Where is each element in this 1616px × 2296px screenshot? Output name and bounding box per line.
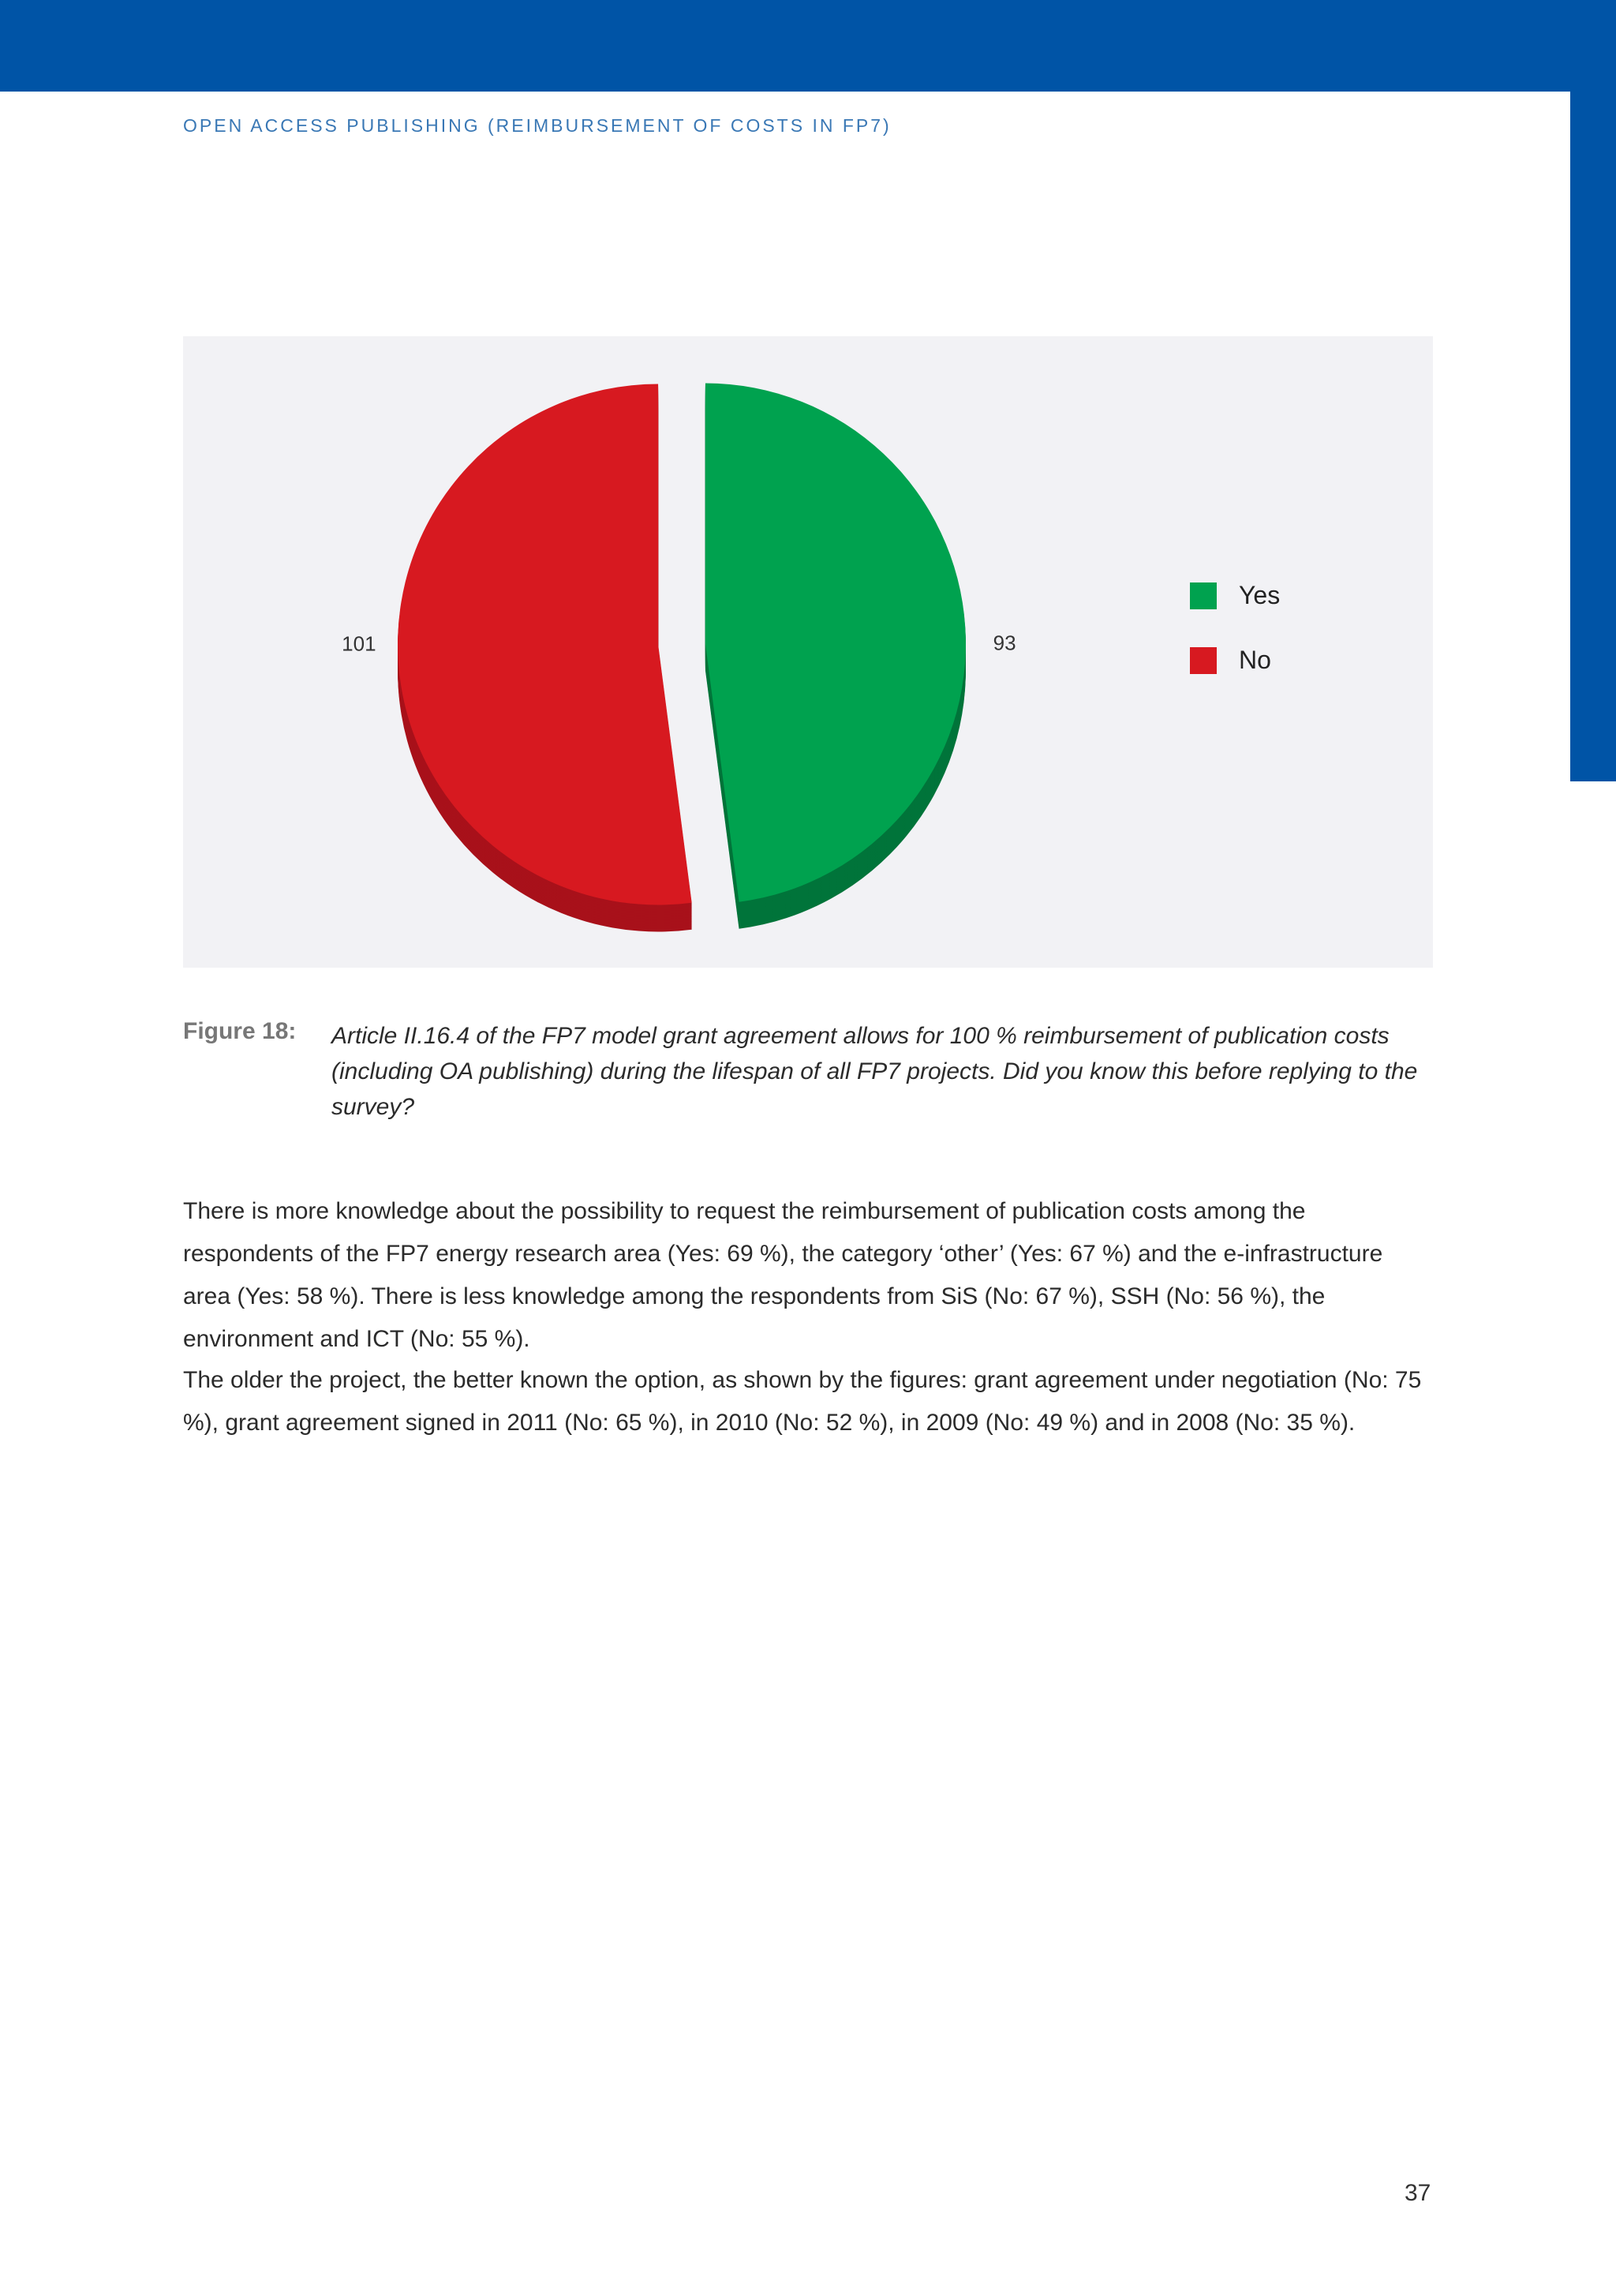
top-color-band	[0, 0, 1616, 92]
page-number: 37	[1405, 2180, 1431, 2206]
pie-chart-panel	[183, 336, 1433, 968]
figure-caption: Article II.16.4 of the FP7 model grant agreement allows for 100 % reimbursement of publication costs (including OA publishing) during the lifespan of all FP7 projects. Did you know this before replying to the survey?	[331, 1023, 1418, 1120]
legend-item-yes	[1190, 581, 1280, 610]
data-label-yes: 93	[993, 631, 1016, 655]
running-head: OPEN ACCESS PUBLISHING (REIMBURSEMENT OF COSTS IN FP7)	[183, 115, 892, 136]
legend-item-no	[1190, 646, 1271, 675]
body-paragraph-1: There is more knowledge about the possibility to request the reimbursement of publication costs among the respondents of the FP7 energy research area (Yes: 69 %), the category ‘other’ (Yes: 67 %) and the e-infrastructure area (Yes: 58 %). There is less knowledge among the respondents from SiS (No: 67 %), SSH (No: 56 %), the environment and ICT (No: 55 %).	[183, 1198, 1383, 1352]
legend-swatch-yes	[1190, 582, 1217, 609]
figure-label: Figure 18:	[183, 1018, 297, 1044]
legend-label-no: No	[1239, 646, 1271, 674]
legend-swatch-no	[1190, 647, 1217, 674]
legend-label-yes: Yes	[1239, 581, 1281, 609]
pie-slice-yes	[705, 384, 966, 902]
data-label-no: 101	[342, 631, 376, 656]
body-paragraph-2: The older the project, the better known the option, as shown by the figures: grant agreement under negotiation (No: 75 %), grant agreement signed in 2011 (No: 65 %), in 2010 (No: 52 %), in 2009 (No: 49 %) and in 2008 (No: 35 %).	[183, 1367, 1422, 1436]
side-color-tab	[1570, 92, 1616, 781]
pie-slice-no	[398, 384, 692, 905]
